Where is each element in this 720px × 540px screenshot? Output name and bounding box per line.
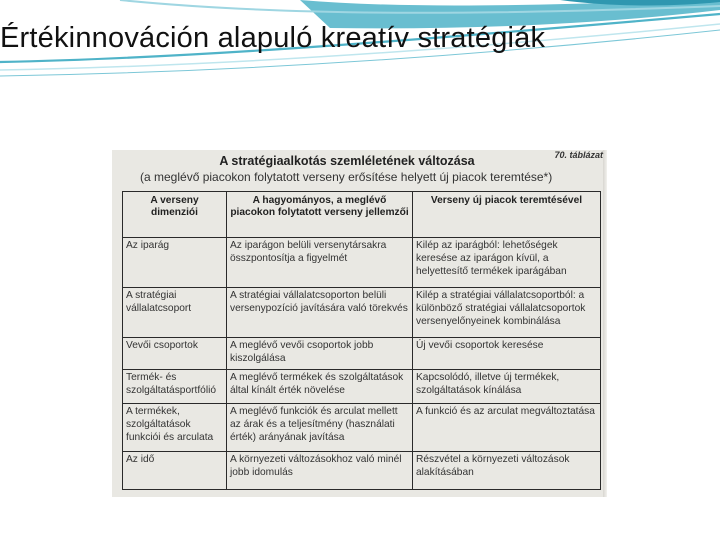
table-cell: A meglévő vevői csoportok jobb kiszolgálása <box>227 338 413 370</box>
table-subtitle: (a meglévő piacokon folytatott verseny erősítése helyett új piacok teremtése*) <box>140 170 553 184</box>
header-cell: Verseny új piacok teremtésével <box>413 192 601 238</box>
table-row <box>123 404 601 452</box>
table-cell: Az idő <box>123 452 227 490</box>
table-cell: Új vevői csoportok keresése <box>413 338 601 370</box>
table-number-label: 70. táblázat <box>554 150 603 160</box>
header-cell: A verseny dimenziói <box>123 192 227 238</box>
table-cell: Az iparág <box>123 238 227 288</box>
table-cell: Az iparágon belüli versenytársakra összpontosítja a figyelmét <box>227 238 413 288</box>
table-cell: Kilép a stratégiai vállalatcsoportból: a különböző stratégiai vállalatcsoportok versenyelőnyeinek kombinálása <box>413 288 601 338</box>
table-cell: A termékek, szolgáltatások funkciói és arculata <box>123 404 227 452</box>
header-cell: A hagyományos, a meglévő piacokon folytatott verseny jellemzői <box>227 192 413 238</box>
table-row <box>123 452 601 490</box>
strategy-comparison-table <box>122 191 601 490</box>
scan-page-edge <box>603 150 607 497</box>
table-cell: A környezeti változásokhoz való minél jobb idomulás <box>227 452 413 490</box>
table-cell: A stratégiai vállalatcsoport <box>123 288 227 338</box>
table-title: A stratégiaalkotás szemléletének változása <box>219 154 475 168</box>
table-cell: Kapcsolódó, illetve új termékek, szolgáltatások kínálása <box>413 370 601 404</box>
table-cell: A stratégiai vállalatcsoporton belüli versenypozíció javítására való törekvés <box>227 288 413 338</box>
table-header-row <box>123 192 601 238</box>
table-cell: A funkció és az arculat megváltoztatása <box>413 404 601 452</box>
table-cell: Termék- és szolgáltatásportfólió <box>123 370 227 404</box>
table-row <box>123 238 601 288</box>
table-cell: Kilép az iparágból: lehetőségek keresése az iparágon kívül, a helyettesítő termékek iparágában <box>413 238 601 288</box>
table-cell: Vevői csoportok <box>123 338 227 370</box>
table-row <box>123 370 601 404</box>
table-cell: Részvétel a környezeti változások alakításában <box>413 452 601 490</box>
table-row <box>123 338 601 370</box>
slide-title: Értékinnováción alapuló kreatív stratégiák <box>0 22 546 54</box>
table-cell: A meglévő funkciók és arculat mellett az árak és a teljesítmény (használati érték) arányának javítása <box>227 404 413 452</box>
table-row <box>123 288 601 338</box>
table-cell: A meglévő termékek és szolgáltatások által kínált érték növelése <box>227 370 413 404</box>
scanned-table-image <box>112 150 607 497</box>
